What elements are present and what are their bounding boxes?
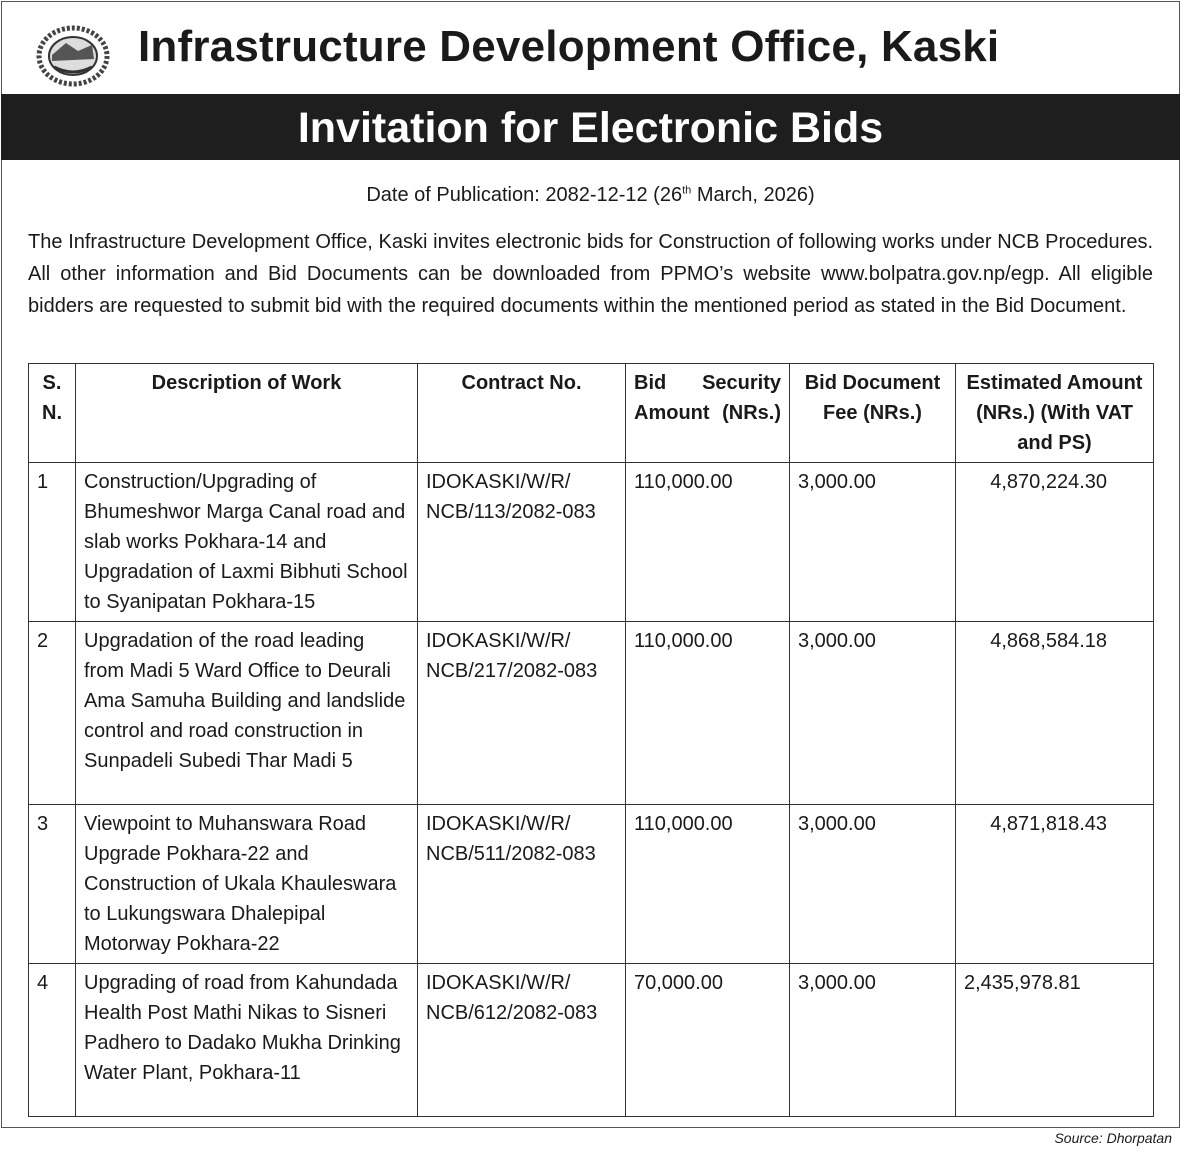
cell-fee: 3,000.00 (790, 805, 956, 964)
cell-estimate: 4,871,818.43 (956, 805, 1154, 964)
cell-estimate: 2,435,978.81 (956, 964, 1154, 1117)
nepal-emblem-logo (36, 25, 110, 87)
source-credit: Source: Dhorpatan (1054, 1130, 1172, 1146)
cell-sn: 1 (29, 463, 76, 622)
cell-sn: 4 (29, 964, 76, 1117)
cell-security: 70,000.00 (626, 964, 790, 1117)
table-row (29, 463, 1154, 622)
cell-description: Construction/Upgrading of Bhumeshwor Marga Canal road and slab works Pokhara-14 and Upgradation of Laxmi Bibhuti School to Syanipatan Pokhara-15 (76, 463, 418, 622)
cell-fee: 3,000.00 (790, 463, 956, 622)
cell-estimate: 4,868,584.18 (956, 622, 1154, 805)
header-estimate: Estimated Amount (NRs.) (With VAT and PS) (956, 364, 1154, 463)
cell-security: 110,000.00 (626, 622, 790, 805)
cell-contract: IDOKASKI/W/R/ NCB/511/2082-083 (418, 805, 626, 964)
table-row (29, 805, 1154, 964)
intro-paragraph: The Infrastructure Development Office, Kaski invites electronic bids for Construction of following works under NCB Procedures. All other information and Bid Documents can be downloaded from PPMO’s website www.bolpatra.gov.np/egp. All eligible bidders are requested to submit bid with the required documents within the mentioned period as stated in the Bid Document. (28, 231, 1153, 317)
header-security: Bid Security Amount (NRs.) (626, 364, 790, 463)
cell-security: 110,000.00 (626, 805, 790, 964)
header-contract: Contract No. (418, 364, 626, 463)
cell-contract: IDOKASKI/W/R/ NCB/612/2082-083 (418, 964, 626, 1117)
notice-title-band: Invitation for Electronic Bids (1, 94, 1180, 160)
cell-security: 110,000.00 (626, 463, 790, 622)
table-header-row (29, 364, 1154, 463)
table-row (29, 622, 1154, 805)
cell-estimate: 4,870,224.30 (956, 463, 1154, 622)
cell-description: Upgrading of road from Kahundada Health Post Mathi Nikas to Sisneri Padhero to Dadako Mukha Drinking Water Plant, Pokhara-11 (76, 964, 418, 1117)
header-fee: Bid Document Fee (NRs.) (790, 364, 956, 463)
bids-table (28, 363, 1154, 1117)
publication-date: Date of Publication: 2082-12-12 (26th March, 2026) (366, 184, 815, 206)
cell-sn: 2 (29, 622, 76, 805)
cell-description: Upgradation of the road leading from Madi 5 Ward Office to Deurali Ama Samuha Building and landslide control and road construction in Sunpadeli Subedi Thar Madi 5 (76, 622, 418, 805)
cell-contract: IDOKASKI/W/R/ NCB/217/2082-083 (418, 622, 626, 805)
header-description: Description of Work (76, 364, 418, 463)
header-sn: S. N. (29, 364, 76, 463)
cell-fee: 3,000.00 (790, 964, 956, 1117)
cell-description: Viewpoint to Muhanswara Road Upgrade Pokhara-22 and Construction of Ukala Khauleswara to Lukungswara Dhalepipal Motorway Pokhara-22 (76, 805, 418, 964)
cell-fee: 3,000.00 (790, 622, 956, 805)
table-row (29, 964, 1154, 1117)
office-title: Infrastructure Development Office, Kaski (138, 22, 1000, 71)
cell-contract: IDOKASKI/W/R/ NCB/113/2082-083 (418, 463, 626, 622)
cell-sn: 3 (29, 805, 76, 964)
